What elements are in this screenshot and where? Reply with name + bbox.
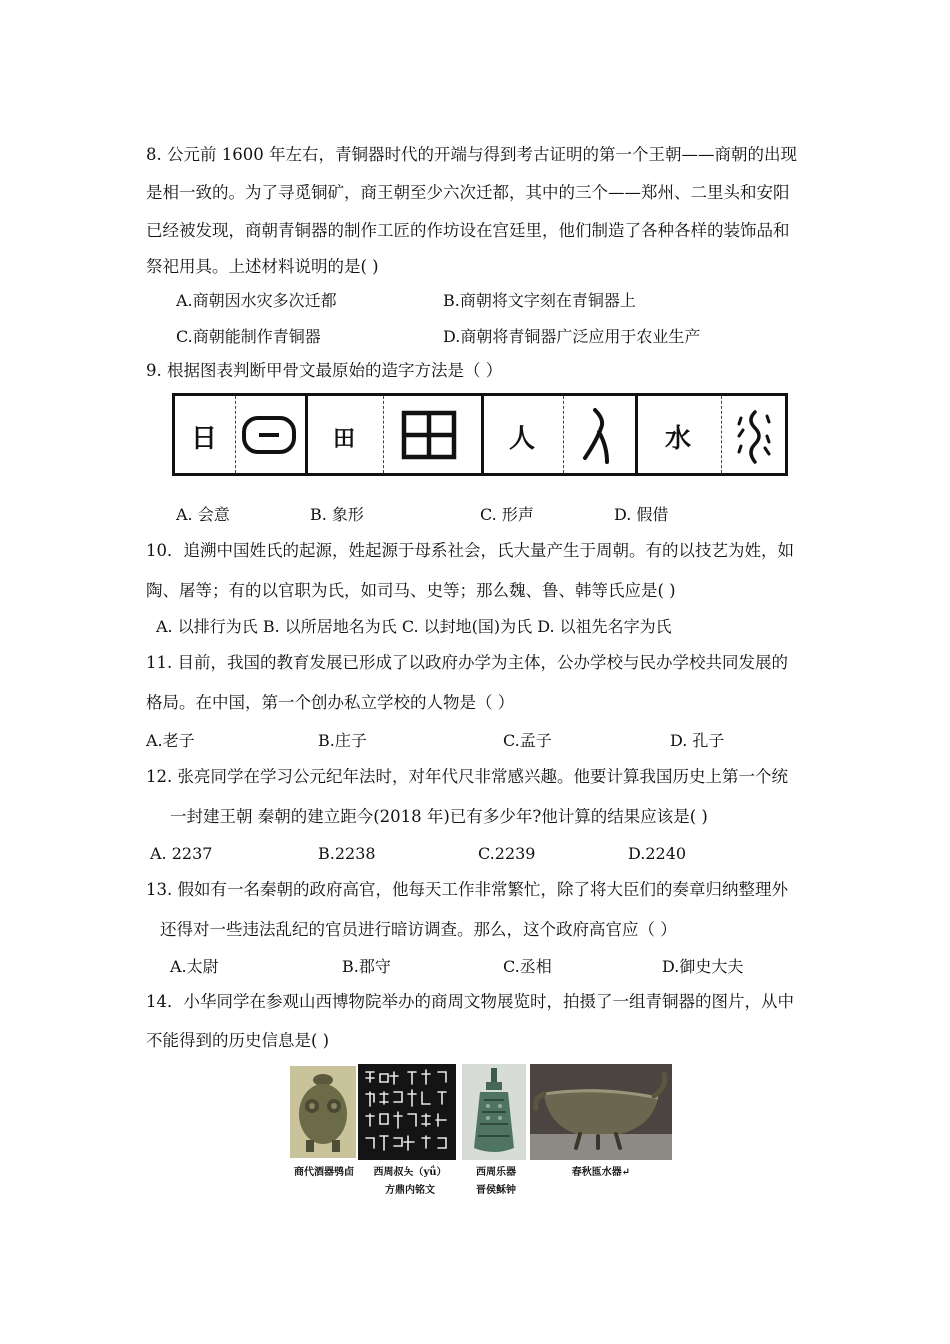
q10-stem-line: 陶、屠等；有的以官职为氏，如司马、史等；那么魏、鲁、韩等氏应是( )	[146, 581, 676, 600]
q13-option-b[interactable]: B.郡守	[342, 957, 391, 976]
q8-option-c[interactable]: C.商朝能制作青铜器	[176, 327, 321, 346]
oracle-glyph-ren	[571, 406, 621, 466]
q11-option-d[interactable]: D. 孔子	[670, 731, 725, 750]
q12-option-b[interactable]: B.2238	[318, 844, 376, 863]
oracle-glyph-shui	[731, 406, 777, 468]
q9-option-c[interactable]: C. 形声	[480, 505, 534, 524]
q8-option-b[interactable]: B.商朝将文字刻在青铜器上	[443, 291, 636, 310]
q10-stem-line: 10．追溯中国姓氏的起源，姓起源于母系社会，氏大量产生于周朝。有的以技艺为姓，如	[146, 541, 794, 560]
q9-stem: 9. 根据图表判断甲骨文最原始的造字方法是（ ）	[146, 361, 503, 380]
oracle-glyph-ri	[239, 414, 299, 456]
table-dash	[563, 396, 564, 473]
caption-line: 春秋匜水器↵	[571, 1167, 631, 1178]
owl-vessel-photo	[290, 1066, 356, 1158]
q13-option-c[interactable]: C.丞相	[503, 957, 552, 976]
q8-stem-line: 祭祀用具。上述材料说明的是( )	[146, 257, 379, 276]
q12-stem-line: 12. 张亮同学在学习公元纪年法时，对年代尺非常感兴趣。他要计算我国历史上第一个统	[146, 767, 788, 786]
caption-owl-vessel	[284, 1166, 364, 1180]
q13-stem-line: 13. 假如有一名秦朝的政府高官，他每天工作非常繁忙，除了将大臣们的奏章归纳整理外	[146, 880, 788, 899]
table-divider	[305, 396, 308, 473]
q8-option-a[interactable]: A.商朝因水灾多次迁都	[176, 291, 337, 310]
caption-yi-vessel	[556, 1166, 646, 1180]
caption-line: 商代酒器鸮卣	[294, 1167, 354, 1178]
caption-bell	[458, 1166, 534, 1198]
bell-photo	[462, 1064, 526, 1160]
q14-stem-line: 14．小华同学在参观山西博物院举办的商周文物展览时，拍摄了一组青铜器的图片，从中	[146, 992, 794, 1011]
caption-line: 方鼎内铭文	[385, 1185, 435, 1196]
q10-options[interactable]: A. 以排行为氏 B. 以所居地名为氏 C. 以封地(国)为氏 D. 以祖先名字为氏	[156, 617, 672, 636]
caption-line: 晋侯稣钟	[476, 1185, 516, 1196]
q12-option-d[interactable]: D.2240	[628, 844, 687, 863]
caption-line: 西周叔夨（yǘ）	[373, 1167, 447, 1178]
modern-char-shui: 水	[665, 424, 692, 454]
q13-option-a[interactable]: A.太尉	[170, 957, 219, 976]
q8-option-d[interactable]: D.商朝将青铜器广泛应用于农业生产	[443, 327, 701, 346]
modern-char-ren: 人	[509, 424, 536, 454]
q8-stem-line: 是相一致的。为了寻觅铜矿，商王朝至少六次迁都，其中的三个——郑州、二里头和安阳	[146, 183, 790, 202]
q12-stem-line: 一封建王朝 秦朝的建立距今(2018 年)已有多少年?他计算的结果应该是( )	[170, 807, 708, 826]
q12-option-c[interactable]: C.2239	[478, 844, 536, 863]
q8-stem-line: 已经被发现，商朝青铜器的制作工匠的作坊设在宫廷里，他们制造了各种各样的装饰品和	[146, 221, 790, 240]
q9-option-b[interactable]: B. 象形	[310, 505, 364, 524]
q11-option-a[interactable]: A.老子	[146, 731, 195, 750]
q11-stem-line: 11. 目前，我国的教育发展已形成了以政府办学为主体，公办学校与民办学校共同发展的	[146, 653, 788, 672]
table-divider	[635, 396, 638, 473]
oracle-glyph-tian	[401, 410, 457, 460]
q9-option-d[interactable]: D. 假借	[614, 505, 669, 524]
q8-stem-line: 8. 公元前 1600 年左右，青铜器时代的开端与得到考古证明的第一个王朝——商朝的出现	[146, 145, 797, 164]
table-divider	[481, 396, 484, 473]
caption-inscription	[360, 1166, 460, 1198]
q11-stem-line: 格局。在中国，第一个创办私立学校的人物是（ ）	[146, 693, 515, 712]
table-dash	[383, 396, 384, 473]
q13-stem-line: 还得对一些违法乱纪的官员进行暗访调查。那么，这个政府高官应（ ）	[160, 920, 677, 939]
oracle-bone-table	[172, 393, 788, 476]
q13-option-d[interactable]: D.御史大夫	[662, 957, 744, 976]
q14-stem-line: 不能得到的历史信息是( )	[146, 1031, 330, 1050]
q11-option-c[interactable]: C.孟子	[503, 731, 552, 750]
q9-option-a[interactable]: A. 会意	[176, 505, 230, 524]
table-dash	[235, 396, 236, 473]
caption-line: 西周乐器	[476, 1167, 516, 1178]
inscription-rubbing-photo	[358, 1064, 456, 1160]
yi-water-vessel-photo	[530, 1064, 672, 1160]
q11-option-b[interactable]: B.庄子	[318, 731, 367, 750]
modern-char-ri: 日	[191, 424, 218, 454]
table-dash	[721, 396, 722, 473]
modern-char-tian: 田	[333, 427, 356, 452]
q12-option-a[interactable]: A. 2237	[150, 844, 213, 863]
